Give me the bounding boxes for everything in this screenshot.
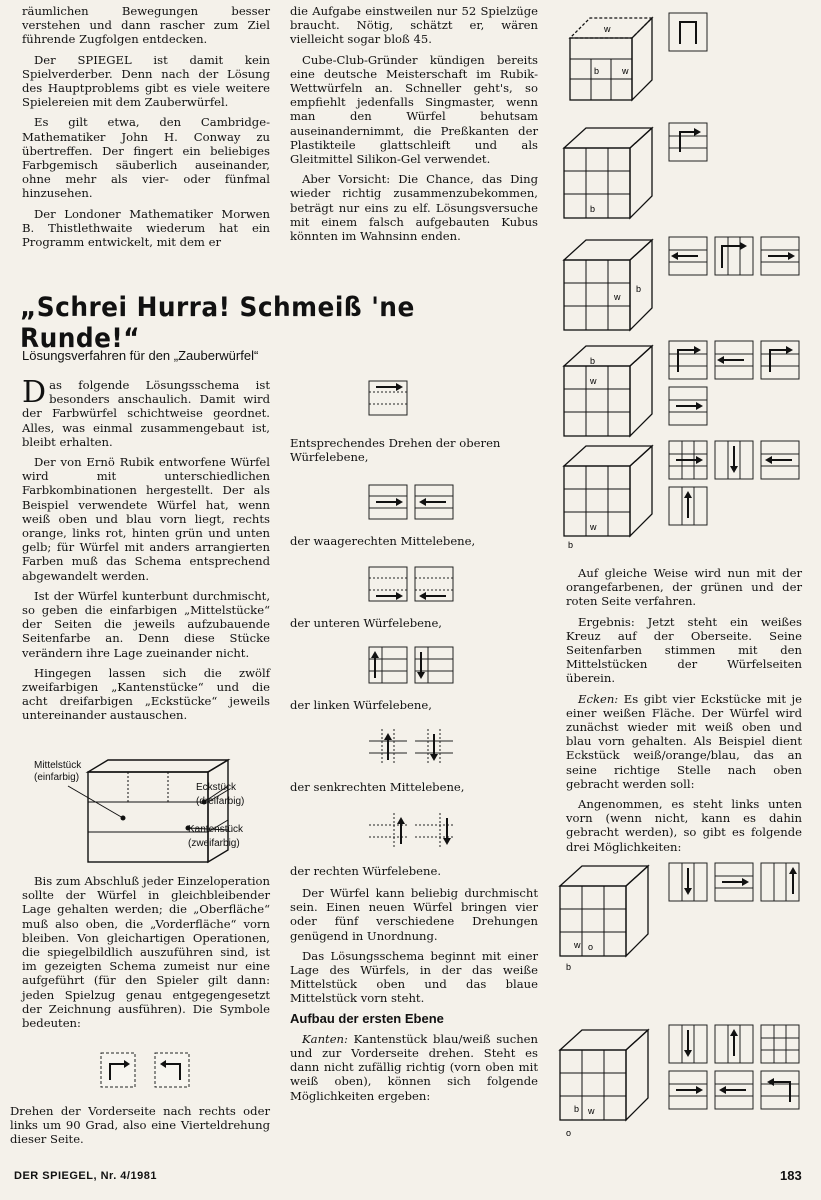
svg-text:w: w — [614, 292, 621, 302]
caption-horizontal-middle: der waagerechten Mittelebene, — [290, 534, 476, 548]
cube-diagram-3 — [556, 232, 660, 336]
caption-vertical-middle: der senkrechten Mittelebene, — [290, 780, 465, 794]
paragraph: Cube-Club-Gründer kündigen bereits eine deutsche Meisterschaft im Rubik-Wettwürfeln an. Schneller geht's, so empfiehlt jedenfalls Singmaster, wenn man den Würfel behutsam auseinandernimmt, die Preßkanten der Plastikteile glattschleift und als Gleitmittel Silikon-Gel verwendet. — [290, 52, 538, 167]
symbol-col3-6a — [668, 862, 708, 902]
symbol-col3-4d — [668, 386, 708, 426]
symbol-col3-7a — [668, 1024, 708, 1064]
paragraph: Kantenstück blau/weiß suchen und zur Vorderseite drehen. Steht es dann nicht zufällig richtig (vorn oben mit weiß oben), können sich folgende Möglichkeiten ergeben: — [290, 1031, 538, 1103]
symbol-col3-7e — [714, 1070, 754, 1110]
svg-text:b: b — [566, 962, 572, 972]
symbol-col3-3c — [760, 236, 800, 276]
drop-cap: D — [22, 375, 47, 410]
paragraph: Angenommen, es steht links unten vorn (wenn nicht, kann es dahin gebracht werden), so gibt es folgende drei Möglichkeiten: — [566, 797, 802, 854]
symbol-col3-2a — [668, 122, 708, 162]
column2-top-text — [290, 4, 538, 249]
symbol-col3-7d — [668, 1070, 708, 1110]
label-mittelstueck-sub: (einfarbig) — [34, 772, 80, 783]
svg-text:b: b — [568, 540, 574, 550]
symbol-col3-5d — [668, 486, 708, 526]
column1-last-text — [10, 1104, 270, 1153]
label-eckstueck: Eckstück — [196, 782, 237, 793]
cube-diagram-6 — [552, 858, 660, 974]
paragraph: die Aufgabe einstweilen nur 52 Spielzüge braucht. Nötig, schätzt er, wären vielleicht sogar bloß 45. — [290, 4, 538, 47]
paragraph: Der von Ernö Rubik entworfene Würfel wird mit unterschiedlichen Farbkombinationen hergestellt. Der als Beispiel verwendete Würfel hat, wenn weiß oben und blau vorn liegt, rechts orange, links rot, hinten grün und unten gelb; für Würfel mit anders arrangierten Farben muß das Schema entsprechend abgewandelt werden. — [22, 455, 270, 583]
article-title: „Schrei Hurra! Schmeiß 'ne Runde!“ — [20, 292, 415, 354]
svg-text:b: b — [590, 356, 596, 366]
symbol-col3-7f — [760, 1070, 800, 1110]
symbol-bottom-layer-left — [414, 566, 454, 602]
symbol-col3-6b — [714, 862, 754, 902]
front-rotate-right-symbol — [100, 1052, 136, 1088]
symbol-vertical-middle-up — [368, 728, 408, 766]
symbol-col3-5b — [714, 440, 754, 480]
label-kantenstueck: Kantenstück — [188, 824, 244, 835]
paragraph: Der Würfel kann beliebig durchmischt sein. Einen neuen Würfel bringen vier oder fünf verschiedene Drehungen genügend in Unordnung. — [290, 886, 538, 943]
paragraph: Der Londoner Mathematiker Morwen B. Thistlethwaite wiederum hat ein Programm entwickelt, mit dem er — [22, 206, 270, 250]
svg-text:o: o — [588, 942, 594, 952]
label-mittelstueck: Mittelstück — [34, 760, 82, 771]
label-eckstueck-sub: (dreifarbig) — [196, 796, 245, 807]
symbol-left-layer — [368, 646, 408, 684]
column2-bottom-text — [290, 886, 538, 1109]
column3-text — [566, 566, 802, 860]
column1-lower-text — [22, 874, 270, 1036]
cube-diagram-2 — [556, 120, 660, 224]
kanten-label: Kanten: — [302, 1031, 348, 1046]
caption-left-layer: der linken Würfelebene, — [290, 698, 432, 712]
symbol-col3-3b — [714, 236, 754, 276]
paragraph: Drehen der Vorderseite nach rechts oder links um 90 Grad, also eine Vierteldrehung dieser Seite. — [10, 1104, 270, 1147]
paragraph: Hingegen lassen sich die zwölf zweifarbigen „Kantenstücke“ und die acht dreifarbigen „Eckstücke“ jeweils untereinander austauschen. — [22, 665, 270, 723]
svg-text:b: b — [594, 66, 600, 76]
svg-text:w: w — [590, 376, 597, 386]
svg-text:b: b — [574, 1104, 580, 1114]
svg-text:o: o — [566, 1128, 572, 1138]
caption-bottom-layer: der unteren Würfelebene, — [290, 616, 442, 630]
paragraph: Ergebnis: Jetzt steht ein weißes Kreuz auf der Oberseite. Seine Seitenfarben stimmen mit den Mittelstücken der Würfelseiten überein. — [566, 614, 802, 686]
cube-diagram-7 — [552, 1022, 660, 1142]
column1-top-text — [22, 4, 270, 255]
symbol-col3-4a — [668, 340, 708, 380]
symbol-col3-3a — [668, 236, 708, 276]
symbol-col3-4c — [760, 340, 800, 380]
paragraph: Das Lösungsschema beginnt mit einer Lage des Würfels, in der das weiße Mittelstück oben und das blaue Mittelstück vorn steht. — [290, 948, 538, 1006]
paragraph: Der SPIEGEL ist damit kein Spielverderber. Denn nach der Lösung des Hauptproblems gibt es viele weitere Spielereien mit dem Zauberwürfel. — [22, 52, 270, 110]
cube-diagram-5 — [556, 438, 660, 550]
section-heading: Aufbau der ersten Ebene — [290, 1010, 444, 1026]
paragraph: Aber Vorsicht: Die Chance, das Ding wieder richtig zusammenzubekommen, beträgt nur eins zu elf. Lösungsversuche mit einem falsch aufgebauten Kubus könnten im Wahnsinn enden. — [290, 172, 538, 244]
svg-text:w: w — [622, 66, 629, 76]
symbol-left-layer-down — [414, 646, 454, 684]
svg-text:w: w — [574, 940, 581, 950]
cube-diagram-4 — [556, 338, 660, 442]
svg-text:b: b — [636, 284, 642, 294]
footer-publication: DER SPIEGEL, Nr. 4/1981 — [14, 1170, 157, 1182]
symbol-right-layer-up — [368, 812, 408, 850]
article-subtitle: Lösungsverfahren für den „Zauberwürfel“ — [22, 348, 259, 363]
symbol-bottom-layer — [368, 566, 408, 602]
paragraph: Bis zum Abschluß jeder Einzeloperation sollte der Würfel in gleichbleibender Lage gehalten werden; die „Oberfläche“ muß also oben, die „Vorderfläche“ vorn bleiben. Von gleichartigen Operationen, die spiegelbildlich auszuführen sind, ist im gezeigten Schema zumeist nur eine aufgeführt (für den Spieler gilt dann: jeden Spielzug genau entgegengesetzt der Zeichnung ausführen). Die Symbole bedeuten: — [22, 874, 270, 1031]
page-number: 183 — [780, 1168, 802, 1183]
ecken-label: Ecken: — [578, 691, 619, 706]
cube-diagram-1 — [560, 8, 660, 108]
symbol-col3-1 — [668, 12, 708, 52]
paragraph: räumlichen Bewegungen besser verstehen und dann rascher zum Ziel führende Zugfolgen entdecken. — [22, 4, 270, 47]
symbol-col3-5a — [668, 440, 708, 480]
svg-text:w: w — [590, 522, 597, 532]
symbol-right-layer-down — [414, 812, 454, 850]
symbol-horizontal-middle-left — [414, 484, 454, 520]
label-kantenstueck-sub: (zweifarbig) — [188, 838, 240, 849]
svg-text:b: b — [590, 204, 596, 214]
paragraph: Auf gleiche Weise wird nun mit der orangefarbenen, der grünen und der roten Seite verfahren. — [566, 566, 802, 609]
paragraph: Es gibt vier Eckstücke mit je einer weißen Fläche. Der Würfel wird zunächst wieder mit weiß oben und blau vorn gehalten. Als Beispiel dient Eckstück weiß/orange/blau, das an seine richtige Stelle nach oben gebracht werden soll: — [566, 691, 802, 791]
cube-pieces-diagram — [28, 756, 278, 866]
caption-top-layer: Entsprechendes Drehen der oberen Würfelebene, — [290, 436, 501, 464]
svg-text:w: w — [588, 1106, 595, 1116]
caption-right-layer: der rechten Würfelebene. — [290, 864, 442, 878]
symbol-col3-5c — [760, 440, 800, 480]
symbol-col3-4b — [714, 340, 754, 380]
svg-text:w: w — [604, 24, 611, 34]
paragraph: Es gilt etwa, den Cambridge-Mathematiker John H. Conway zu übertreffen. Der fingert ein beliebiges Farbgemisch säuberlich auseinander, ohne mehr als vier- oder fünfmal hinzusehen. — [22, 115, 270, 201]
symbol-col3-6c — [760, 862, 800, 902]
paragraph: as folgende Lösungsschema ist besonders anschaulich. Damit wird der Farbwürfel schichtweise geordnet. Alles, was einmal zusammengebaut ist, bleibt erhalten. — [22, 378, 270, 449]
symbol-horizontal-middle-right — [368, 484, 408, 520]
symbol-col3-7b — [714, 1024, 754, 1064]
symbol-vertical-middle-down — [414, 728, 454, 766]
symbol-top-layer — [368, 380, 408, 416]
symbol-col3-7c — [760, 1024, 800, 1064]
front-rotate-left-symbol — [154, 1052, 190, 1088]
column1-main-text — [22, 375, 270, 729]
paragraph: Ist der Würfel kunterbunt durchmischt, so geben die einfarbigen „Mittelstücke“ der Seiten die jeweils aufzubauende Seitenfarbe an. Denn diese Stücke verändern ihre Lage zueinander nicht. — [22, 588, 270, 660]
